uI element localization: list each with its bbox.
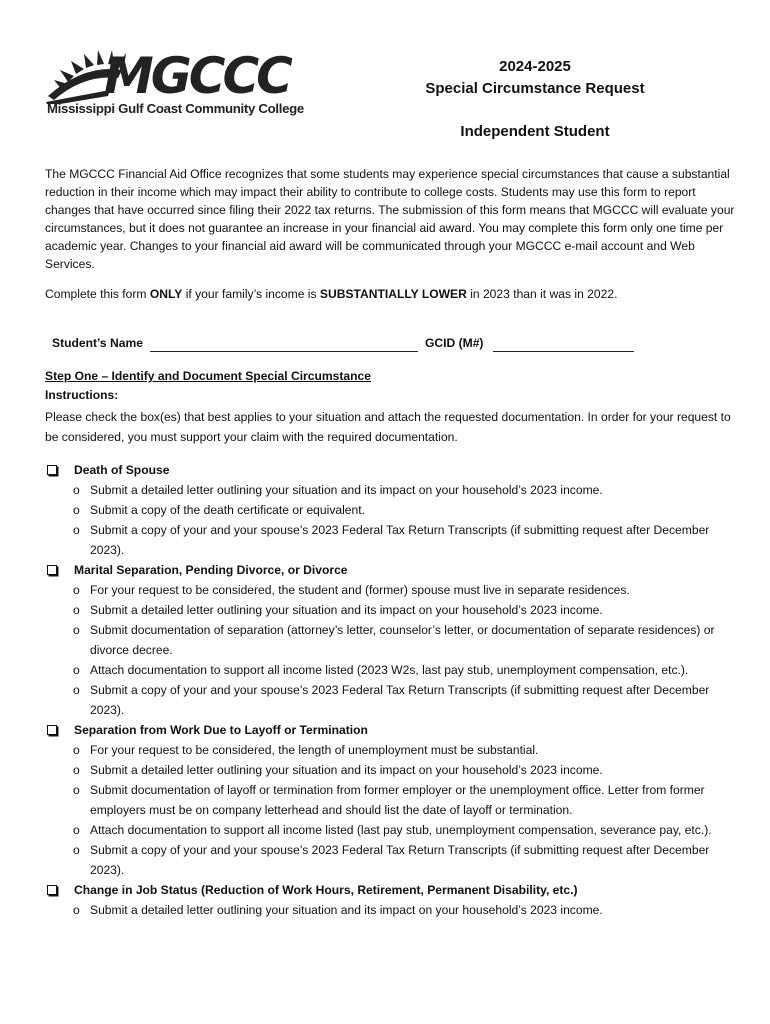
bullet-icon: o	[73, 623, 80, 637]
requirement-text: For your request to be considered, the student and (former) spouse must live in separate residences.	[90, 583, 630, 597]
circumstance-option[interactable]	[45, 720, 735, 740]
bullet-icon: o	[73, 503, 80, 517]
bullet-icon: o	[73, 903, 80, 917]
eligibility-text-3: in 2023 than it was in 2022.	[466, 287, 618, 301]
circumstance-option[interactable]	[45, 460, 735, 480]
bullet-icon: o	[73, 663, 80, 677]
circumstance-section	[45, 560, 735, 720]
circumstance-option[interactable]	[45, 560, 735, 580]
circumstance-title: Separation from Work Due to Layoff or Termination	[74, 723, 368, 737]
requirement-item	[45, 780, 735, 820]
logo-subtitle: Mississippi Gulf Coast Community College	[47, 101, 304, 116]
checkbox[interactable]	[47, 885, 57, 895]
circumstance-section	[45, 460, 735, 560]
circumstance-title: Death of Spouse	[74, 463, 170, 477]
circumstance-section	[45, 720, 735, 880]
circumstance-option[interactable]	[45, 880, 735, 900]
requirement-text: Submit documentation of separation (attorney’s letter, counselor’s letter, or documentation of separate residences) or divorce decree.	[90, 623, 715, 657]
requirement-item	[45, 840, 735, 880]
requirement-text: Submit a copy of your and your spouse’s 2023 Federal Tax Return Transcripts (if submitting request after December 2023).	[90, 683, 710, 717]
requirement-item	[45, 520, 735, 560]
requirement-list	[45, 900, 735, 920]
requirement-text: Attach documentation to support all income listed (last pay stub, unemployment compensation, severance pay, etc.).	[90, 823, 712, 837]
requirement-item	[45, 620, 735, 660]
requirement-item	[45, 900, 735, 920]
bullet-icon: o	[73, 763, 80, 777]
step-one-heading: Step One – Identify and Document Special Circumstance	[45, 369, 371, 383]
requirement-item	[45, 600, 735, 620]
bullet-icon: o	[73, 523, 80, 537]
requirement-text: Submit a copy of the death certificate or equivalent.	[90, 503, 365, 517]
form-year: 2024-2025	[499, 58, 571, 75]
requirement-text: Submit a detailed letter outlining your situation and its impact on your household’s 2023 income.	[90, 763, 603, 777]
intro-paragraph: The MGCCC Financial Aid Office recognizes that some students may experience special circumstances that cause a substantial reduction in their income which may impact their ability to contribute to college costs. Students may use this form to report changes that have occurred since filing their 2022 tax returns. The submission of this form means that MGCCC will evaluate your circumstances, but it does not guarantee an increase in your financial aid award. You may complete this form only one time per academic year. Changes to your financial aid award will be communicated through your MGCCC e-mail account and Web Services.	[45, 167, 735, 271]
logo-wordmark: MGCCC	[104, 47, 290, 105]
bullet-icon: o	[73, 843, 80, 857]
college-logo	[44, 44, 316, 124]
bullet-icon: o	[73, 823, 80, 837]
requirement-text: Submit a detailed letter outlining your situation and its impact on your household’s 2023 income.	[90, 603, 603, 617]
eligibility-statement	[45, 287, 617, 301]
bullet-icon: o	[73, 583, 80, 597]
circumstance-title: Marital Separation, Pending Divorce, or Divorce	[74, 563, 348, 577]
circumstance-sections	[45, 460, 735, 920]
requirement-text: Submit a detailed letter outlining your situation and its impact on your household’s 2023 income.	[90, 483, 603, 497]
checkbox[interactable]	[47, 465, 57, 475]
bullet-icon: o	[73, 483, 80, 497]
student-name-label: Student’s Name	[52, 336, 143, 350]
gcid-label: GCID (M#)	[425, 336, 484, 350]
eligibility-text-1: Complete this form	[45, 287, 150, 301]
requirement-text: For your request to be considered, the length of unemployment must be substantial.	[90, 743, 539, 757]
requirement-text: Submit a copy of your and your spouse’s 2023 Federal Tax Return Transcripts (if submitting request after December 2023).	[90, 523, 710, 557]
form-subtitle: Independent Student	[460, 123, 610, 140]
requirement-text: Submit a copy of your and your spouse’s 2023 Federal Tax Return Transcripts (if submitting request after December 2023).	[90, 843, 710, 877]
bullet-icon: o	[73, 783, 80, 797]
requirement-list	[45, 740, 735, 880]
eligibility-only: ONLY	[149, 287, 183, 301]
requirement-list	[45, 580, 735, 720]
circumstance-title: Change in Job Status (Reduction of Work Hours, Retirement, Permanent Disability, etc.)	[74, 883, 578, 897]
requirement-text: Submit documentation of layoff or termination from former employer or the unemployment office. Letter from former employers must be on company letterhead and should list the date of layoff or termination.	[90, 783, 705, 817]
requirement-text: Attach documentation to support all income listed (2023 W2s, last pay stub, unemployment compensation, etc.).	[90, 663, 689, 677]
checkbox[interactable]	[47, 565, 57, 575]
gcid-field[interactable]	[493, 351, 634, 352]
bullet-icon: o	[73, 603, 80, 617]
eligibility-text-2: if your family’s income is	[182, 287, 320, 301]
requirement-item	[45, 820, 735, 840]
form-title: Special Circumstance Request	[425, 80, 645, 97]
instructions-text: Please check the box(es) that best applies to your situation and attach the requested documentation. In order for your request to be considered, you must support your claim with the required documentation.	[45, 410, 731, 444]
requirement-item	[45, 500, 735, 520]
requirement-item	[45, 660, 735, 680]
requirement-list	[45, 480, 735, 560]
circumstance-section	[45, 880, 735, 920]
instructions-heading: Instructions:	[45, 388, 119, 402]
checkbox[interactable]	[47, 725, 57, 735]
student-name-field[interactable]	[150, 351, 418, 352]
requirement-text: Submit a detailed letter outlining your situation and its impact on your household’s 2023 income.	[90, 903, 603, 917]
requirement-item	[45, 480, 735, 500]
bullet-icon: o	[73, 743, 80, 757]
requirement-item	[45, 680, 735, 720]
requirement-item	[45, 740, 735, 760]
eligibility-substantially: SUBSTANTIALLY LOWER	[319, 287, 467, 301]
requirement-item	[45, 760, 735, 780]
bullet-icon: o	[73, 683, 80, 697]
requirement-item	[45, 580, 735, 600]
